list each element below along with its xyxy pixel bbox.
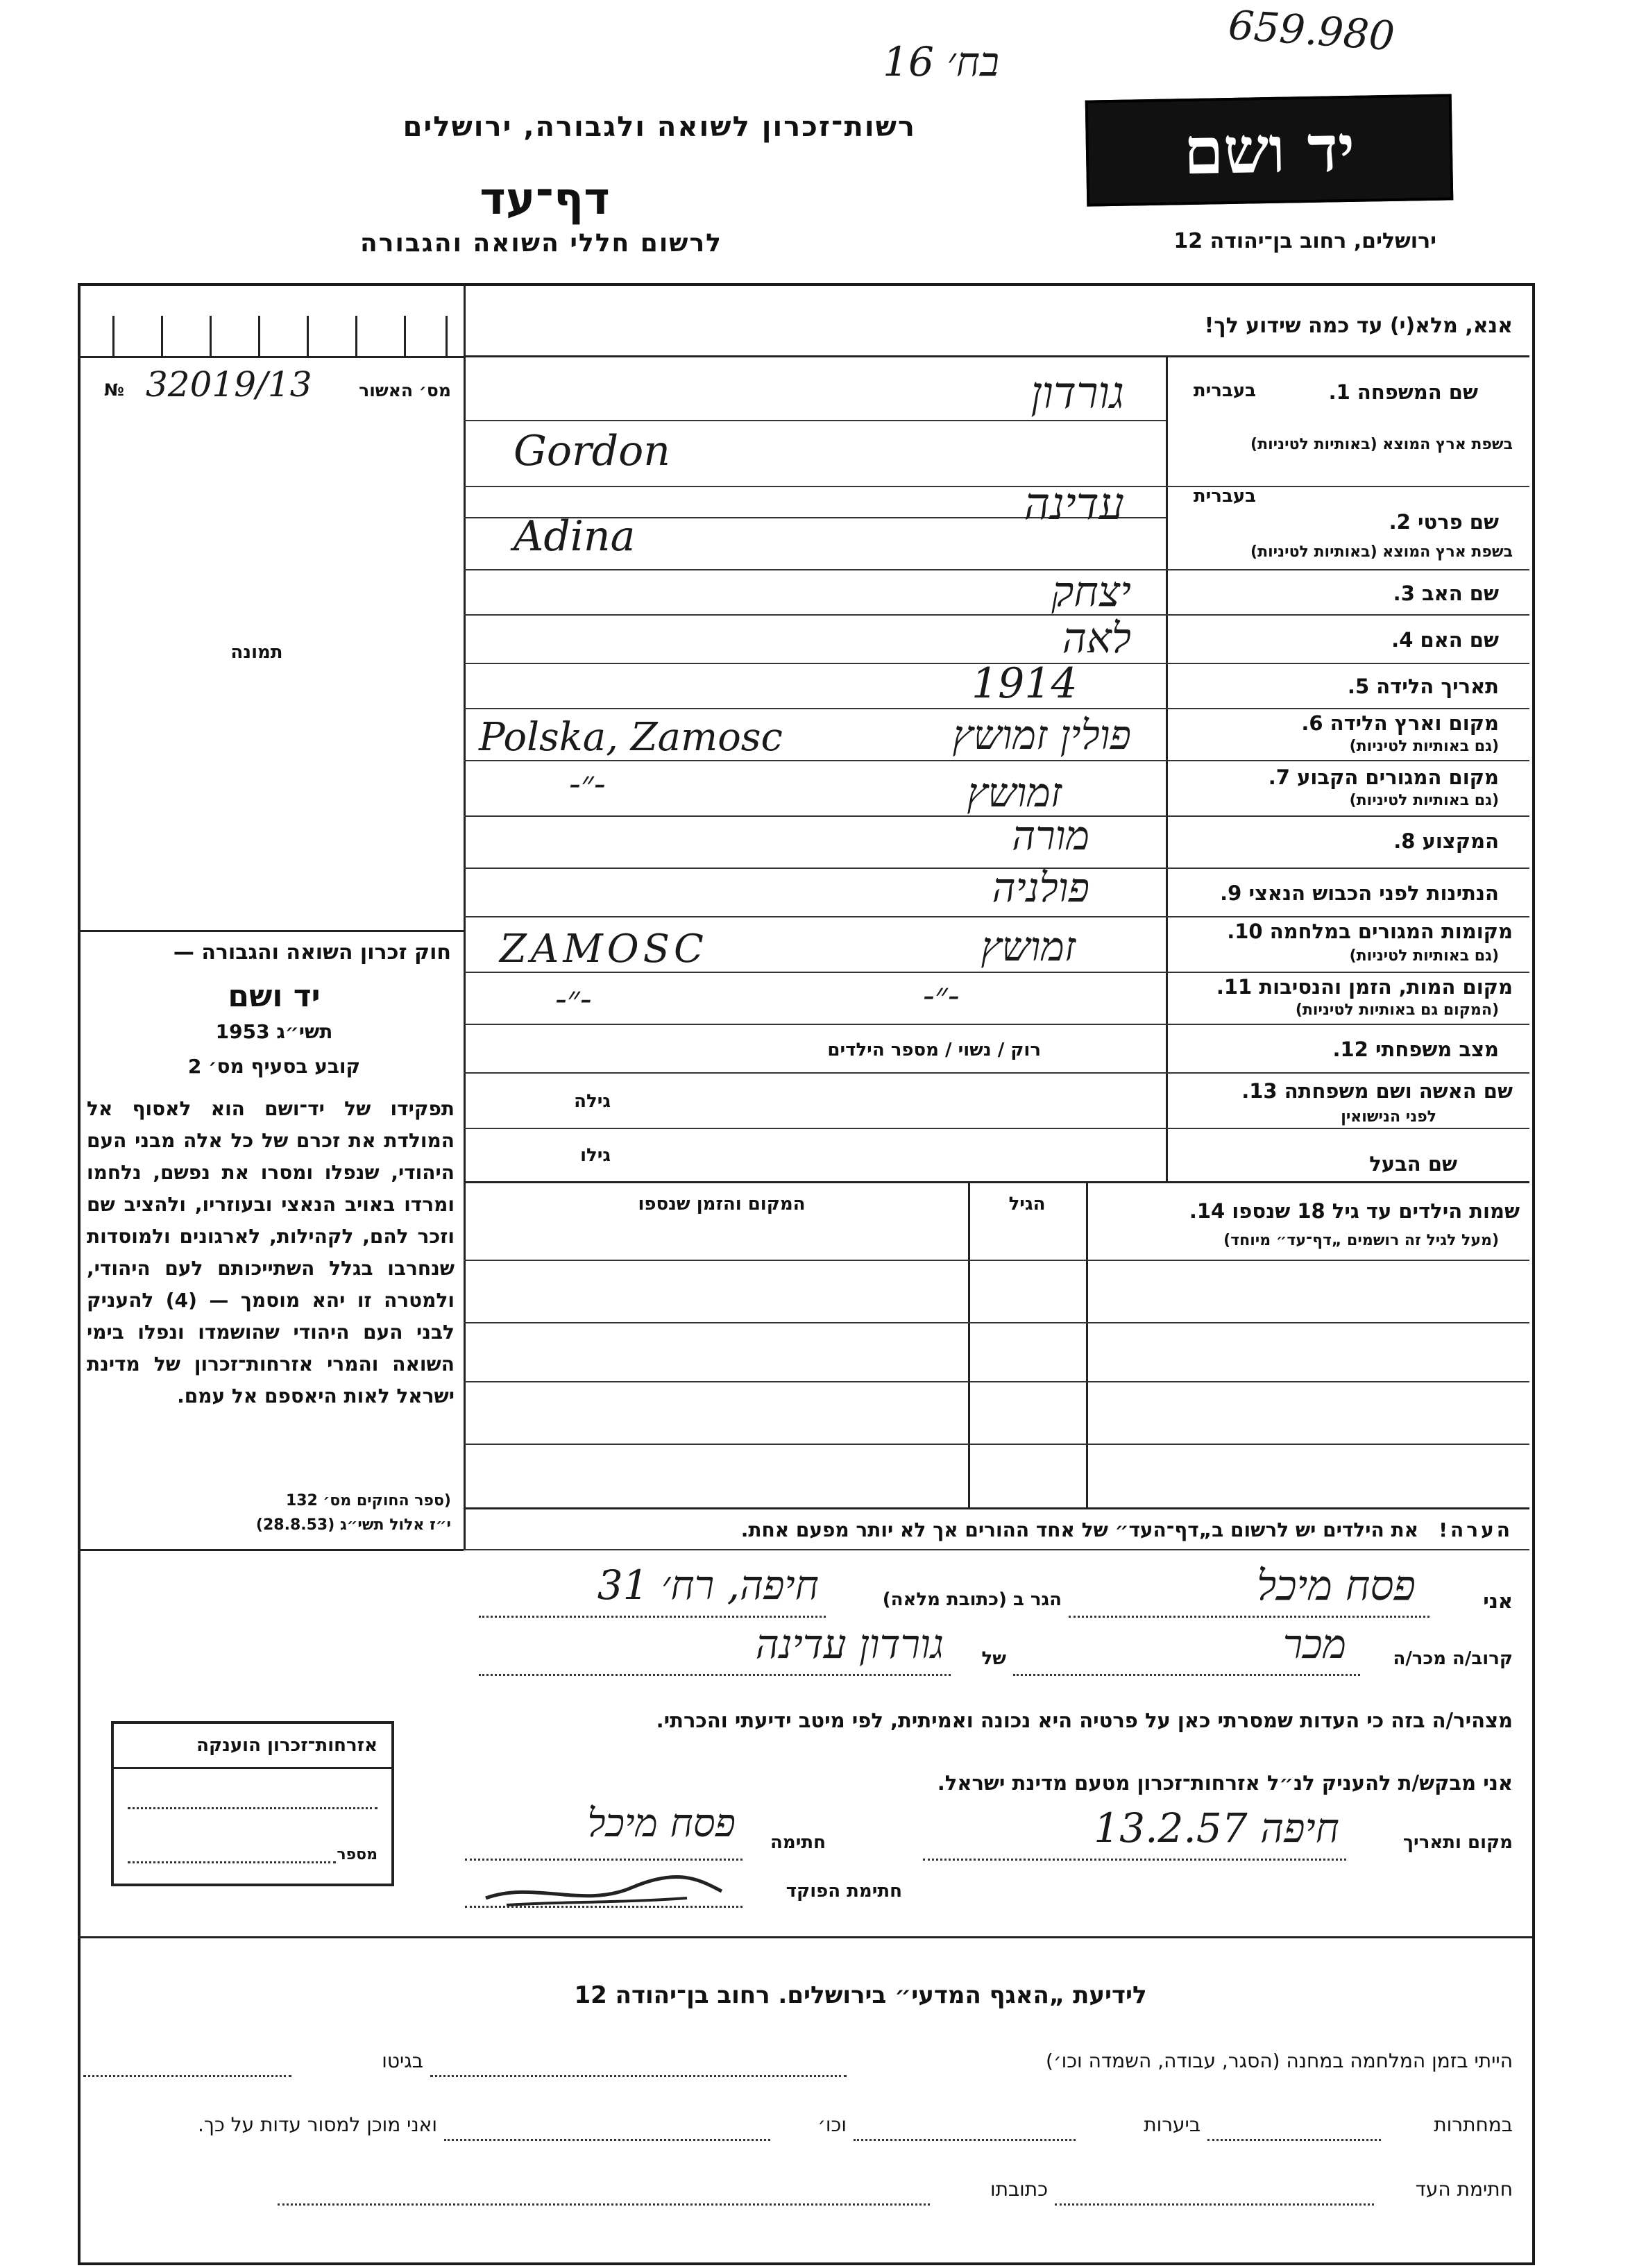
field-first-name-sub: בשפת ארץ המוצא (באותיות לטיניות) bbox=[1250, 543, 1513, 561]
law-year: תשי״ג 1953 bbox=[215, 1020, 333, 1043]
war-residence-latin[interactable]: ZAMOSC bbox=[500, 926, 708, 972]
first-name-latin[interactable]: Adina bbox=[514, 512, 636, 561]
field-family-name-sub: בשפת ארץ המוצא (באותיות לטיניות) bbox=[1250, 436, 1513, 453]
signature-label: חתימה bbox=[770, 1832, 826, 1853]
i-label: אני bbox=[1483, 1589, 1513, 1613]
place-date-label: מקום ותאריך bbox=[1403, 1832, 1513, 1853]
first-name-hebrew[interactable]: עדינה bbox=[1024, 479, 1124, 530]
declarant-name[interactable]: פסח מיכל bbox=[1257, 1562, 1416, 1610]
husband-age-label: גילו bbox=[580, 1145, 611, 1166]
form-title: דף־עד bbox=[480, 174, 610, 225]
birth-date-value[interactable]: 1914 bbox=[972, 659, 1078, 708]
field-war-residence-label: מקומות המגורים במלחמה 10. bbox=[1227, 920, 1513, 943]
death-place-latin[interactable]: -״- bbox=[555, 979, 592, 1019]
register-ticks bbox=[78, 316, 464, 358]
footer-line2-d: ואני מוכן למסור עדות על כך. bbox=[198, 2113, 437, 2136]
institution-name: רשות־זכרון לשואה ולגבורה, ירושלים bbox=[402, 111, 916, 143]
photo-label: תמונה bbox=[230, 642, 283, 663]
death-place-hebrew[interactable]: -״- bbox=[923, 975, 960, 1015]
register-label: מס׳ האשור bbox=[359, 380, 451, 400]
footer-line2-b: ביערות bbox=[1144, 2113, 1200, 2136]
field-spouse-name-label: שם האשה ושם משפחתה 13. bbox=[1241, 1079, 1513, 1103]
mother-name-value[interactable]: לאה bbox=[1062, 614, 1131, 663]
register-no-sign: № bbox=[104, 380, 124, 400]
children-age-col-right bbox=[1086, 1181, 1088, 1507]
declaration-request: אני מבקש/ת להעניק לנ״ל אזרחות־זכרון מטעם מדינת ישראל. bbox=[937, 1771, 1513, 1795]
field-birth-place-label: מקום וארץ הלידה 6. bbox=[1301, 711, 1499, 735]
field-first-name-he-tag: בעברית bbox=[1193, 486, 1256, 507]
field-spouse-name-sub: לפני הנישואין bbox=[1341, 1108, 1436, 1126]
law-box-bottom bbox=[78, 1549, 464, 1551]
citizenship-box bbox=[111, 1721, 394, 1886]
address: ירושלים, רחוב בן־יהודה 12 bbox=[1173, 229, 1436, 253]
father-name-value[interactable]: יצחק bbox=[1051, 568, 1131, 616]
field-mother-name-label: שם האם 4. bbox=[1391, 628, 1499, 652]
law-text: תפקידו של יד־ושם הוא לאסוף אל המולדת את זכרם של כל אלה מבני העם היהודי, שנפלו ומסרו את נפשם, נלחמו ומרדו באויב הנאצי ובעוזריו, ולהציב שם וזכר להם, לקהילות, לארגונים ולמוסדות שנחרבו בגלל השתייכותם לעם היהודי, ולמטרה זו יהא מוסמך — (4) להעניק לבני העם היהודי שהושמדו ונפלו בימי השואה והמרי אזרחות־זכרון של מדינת ישראל לאות היאספם אל עמם. bbox=[87, 1097, 455, 1407]
nationality-value[interactable]: פולניה bbox=[992, 864, 1089, 911]
war-residence-hebrew[interactable]: זמושץ bbox=[981, 923, 1076, 970]
field-nationality-label: הנתינות לפני הכבוש הנאצי 9. bbox=[1220, 881, 1499, 905]
field-father-name-label: שם האב 3. bbox=[1393, 582, 1499, 605]
officer-signature-scribble bbox=[479, 1860, 729, 1915]
footer-line3-b: כתובתו bbox=[990, 2178, 1048, 2201]
register-number: 32019/13 bbox=[146, 364, 312, 405]
family-name-hebrew[interactable]: גורדון bbox=[1030, 368, 1124, 419]
yad-vashem-logo bbox=[1085, 94, 1454, 206]
field-family-name-label: שם המשפחה 1. bbox=[1328, 380, 1478, 404]
children-age-col-left bbox=[968, 1181, 970, 1507]
declaration-statement: מצהיר/ה בזה כי העדות שמסרתי כאן על פרטיה היא נכונה ואמיתית, לפי מיטב ידיעתי והכרתי. bbox=[656, 1709, 1513, 1732]
citizenship-number-label: מספר bbox=[337, 1846, 377, 1863]
of-value[interactable]: גורדון עדינה bbox=[755, 1620, 944, 1668]
place-date-value[interactable]: חיפה 13.2.57 bbox=[1094, 1804, 1339, 1852]
field-first-name-label: שם פרטי 2. bbox=[1389, 510, 1499, 534]
law-name: יד ושם bbox=[228, 979, 321, 1014]
footer-line3-a: חתימת העד bbox=[1415, 2178, 1513, 2201]
children-label: שמות הילדים עד גיל 18 שנספו 14. bbox=[1189, 1199, 1520, 1223]
field-birth-date-label: תאריך הלידה 5. bbox=[1347, 675, 1499, 698]
resides-label: הגר ב (כתובת מלאה) bbox=[882, 1589, 1062, 1610]
officer-signature-label: חתימת הפוקד bbox=[786, 1881, 902, 1902]
field-residence-sub: (גם באותיות לטיניות) bbox=[1349, 792, 1499, 809]
residence-hebrew[interactable]: זמושץ bbox=[967, 769, 1062, 816]
field-death-place-sub: (המקום גם באותיות לטיניות) bbox=[1295, 1001, 1499, 1019]
field-birth-place-sub: (גם באותיות לטיניות) bbox=[1349, 738, 1499, 755]
note-line: הערה! את הילדים יש לרשום ב„דף־העד״ של אחד ההורים אך לא יותר מפעם אחת. bbox=[740, 1518, 1513, 1541]
marital-status-options[interactable]: רוק / נשוי / מספר הילדים bbox=[827, 1040, 1041, 1060]
family-name-latin[interactable]: Gordon bbox=[514, 427, 670, 475]
intro-divider bbox=[464, 355, 1529, 357]
field-family-name-he-tag: בעברית bbox=[1193, 380, 1256, 401]
footer-line2-a: במחתרות bbox=[1434, 2113, 1513, 2136]
children-place-header: המקום והזמן שנספו bbox=[638, 1194, 806, 1215]
field-residence-label: מקום המגורים הקבוע 7. bbox=[1268, 765, 1499, 789]
law-title: חוק זכרון השואה והגבורה — bbox=[173, 940, 451, 965]
of-label: של bbox=[981, 1648, 1006, 1669]
relation-label: קרוב/ה מכר/ה bbox=[1393, 1648, 1513, 1669]
logo-text: יד ושם bbox=[1182, 110, 1356, 189]
field-war-residence-sub: (גם באותיות לטיניות) bbox=[1349, 947, 1499, 965]
field-marital-status-label: מצב משפחתי 12. bbox=[1332, 1038, 1499, 1061]
wife-age-label: גילה bbox=[574, 1091, 611, 1112]
citizenship-box-title: אזרחות־זכרון הוענקה bbox=[196, 1735, 377, 1756]
left-panel-divider bbox=[464, 286, 466, 1549]
law-ref-1: (ספר החוקים מס׳ 132 bbox=[285, 1492, 451, 1509]
intro-text: אנא, מלא(י) עד כמה שידוע לך! bbox=[1204, 314, 1513, 338]
relation-value[interactable]: מכר bbox=[1282, 1620, 1346, 1668]
birth-place-hebrew[interactable]: פולין זמושץ bbox=[952, 711, 1131, 759]
footer-line2-c: וכו׳ bbox=[817, 2113, 847, 2136]
footer-line1-a: הייתי בזמן המלחמה במחנה (הסגר, עבודה, השמדה וכו׳) bbox=[1046, 2049, 1513, 2072]
profession-value[interactable]: מורה bbox=[1012, 812, 1089, 859]
birth-place-latin[interactable]: Polska, Zamosc bbox=[479, 715, 783, 760]
children-age-header: הגיל bbox=[1008, 1194, 1046, 1215]
field-profession-label: המקצוע 8. bbox=[1393, 829, 1499, 853]
law-clause: קובע בסעיף מס׳ 2 bbox=[187, 1055, 361, 1078]
field-death-place-label: מקום המות, הזמן והנסיבות 11. bbox=[1216, 975, 1513, 999]
footer-title: לידיעת „האגף המדעי״ בירושלים. רחוב בן־יהודה 12 bbox=[574, 1981, 1147, 2009]
field-husband-name-label: שם הבעל bbox=[1369, 1152, 1457, 1176]
archive-number: 659.980 bbox=[1226, 1, 1396, 60]
footer-line1-b: בגיטו bbox=[382, 2049, 423, 2072]
footer-divider bbox=[78, 1936, 1532, 1938]
law-ref-2: י״ז אלול תשי״ג (28.8.53) bbox=[255, 1516, 451, 1534]
law-box-top bbox=[78, 930, 464, 932]
signature-value[interactable]: פסח מיכל bbox=[587, 1801, 736, 1846]
declarant-address[interactable]: חיפה, רח׳ 31 bbox=[597, 1562, 819, 1609]
residence-latin[interactable]: -״- bbox=[569, 763, 606, 804]
fields-column-divider bbox=[1166, 355, 1168, 1181]
children-sub: (מעל לגיל זה רושמים „דף־עד״ מיוחד) bbox=[1223, 1232, 1499, 1249]
form-subtitle: לרשום חללי השואה והגבורה bbox=[360, 229, 722, 257]
box-note: בח׳ 16 bbox=[883, 38, 999, 85]
